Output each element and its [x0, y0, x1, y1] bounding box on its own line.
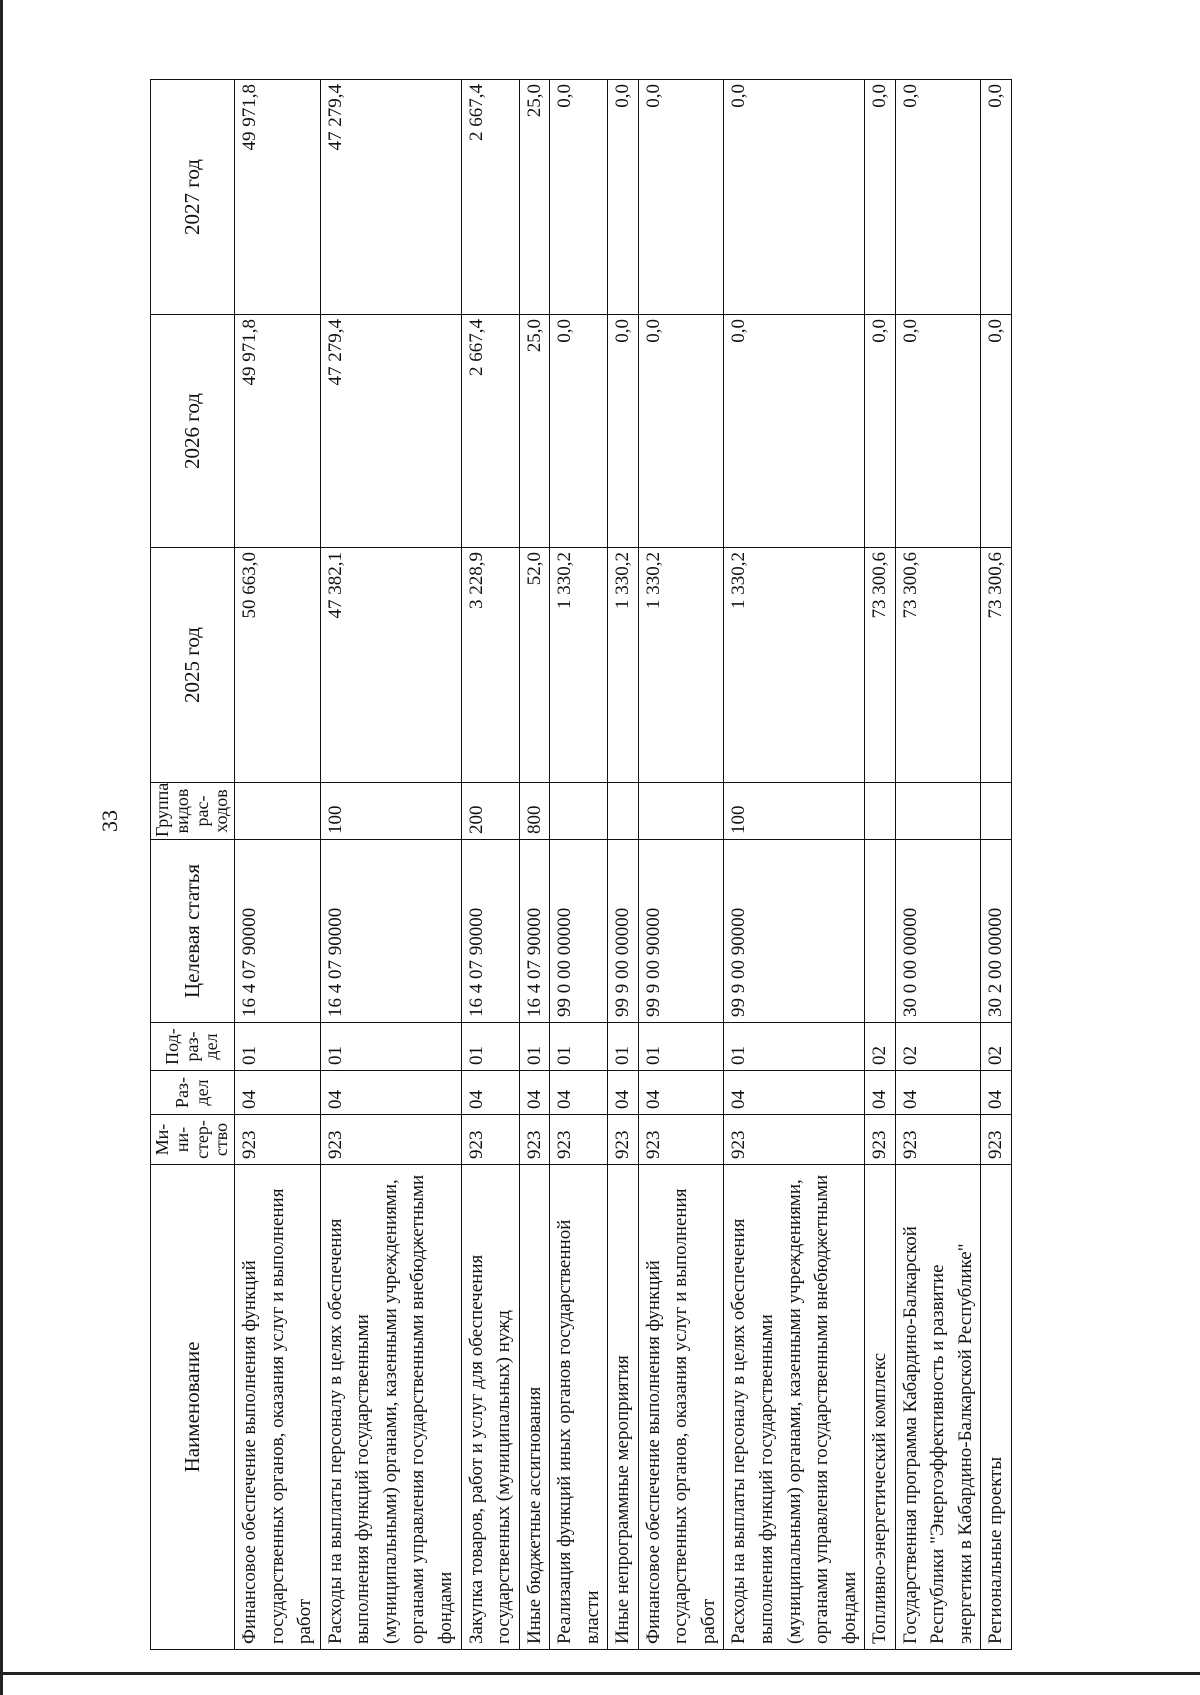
row-expense-group-cell	[638, 783, 724, 840]
row-2026-cell: 0,0	[550, 315, 608, 548]
row-ministry-cell: 923	[981, 1115, 1012, 1165]
row-2025-cell: 52,0	[519, 548, 550, 783]
header-ministry: Ми- ни- стер- ство	[151, 1115, 235, 1165]
row-subsection-cell: 02	[981, 1023, 1012, 1071]
row-name-cell: Государственная программа Кабардино-Балкарской Республики "Энергоэффективность и развитие энергетики в Кабардино-Балкарской Республике"	[895, 1165, 981, 1650]
row-2026-cell: 0,0	[638, 315, 724, 548]
header-target-article: Целевая статья	[151, 840, 235, 1023]
row-2026-cell: 47 279,4	[320, 315, 461, 548]
row-section-cell: 04	[320, 1071, 461, 1115]
row-target-article-cell: 16 4 07 90000	[519, 840, 550, 1023]
row-subsection-cell: 01	[638, 1023, 724, 1071]
row-target-article-cell: 99 9 00 00000	[608, 840, 639, 1023]
row-name-cell: Расходы на выплаты персоналу в целях обеспечения выполнения функций государственными (муниципальными) органами, казенными учреждениями, органами управления государственными внебюджетными фондами	[320, 1165, 461, 1650]
row-subsection-cell: 01	[550, 1023, 608, 1071]
table-row	[724, 80, 865, 1650]
row-2027-cell: 0,0	[608, 80, 639, 315]
row-2026-cell: 0,0	[724, 315, 865, 548]
row-2027-cell: 47 279,4	[320, 80, 461, 315]
row-target-article-cell: 16 4 07 90000	[461, 840, 519, 1023]
row-expense-group-cell: 100	[724, 783, 865, 840]
row-subsection-cell: 01	[461, 1023, 519, 1071]
row-expense-group-cell	[608, 783, 639, 840]
row-section-cell: 04	[550, 1071, 608, 1115]
row-2026-cell: 2 667,4	[461, 315, 519, 548]
row-2025-cell: 1 330,2	[608, 548, 639, 783]
row-ministry-cell: 923	[895, 1115, 981, 1165]
table-row	[235, 80, 321, 1650]
row-ministry-cell: 923	[865, 1115, 896, 1165]
row-subsection-cell: 02	[895, 1023, 981, 1071]
row-subsection-cell: 01	[724, 1023, 865, 1071]
row-section-cell: 04	[235, 1071, 321, 1115]
table-row	[608, 80, 639, 1650]
row-2026-cell: 0,0	[981, 315, 1012, 548]
row-subsection-cell: 01	[519, 1023, 550, 1071]
row-ministry-cell: 923	[724, 1115, 865, 1165]
table-row	[320, 80, 461, 1650]
row-expense-group-cell	[895, 783, 981, 840]
row-2026-cell: 25,0	[519, 315, 550, 548]
row-2027-cell: 49 971,8	[235, 80, 321, 315]
scan-edge-bottom	[0, 1672, 1200, 1675]
row-2025-cell: 1 330,2	[724, 548, 865, 783]
row-name-cell: Закупка товаров, работ и услуг для обеспечения государственных (муниципальных) нужд	[461, 1165, 519, 1650]
row-subsection-cell: 01	[320, 1023, 461, 1071]
row-2025-cell: 1 330,2	[638, 548, 724, 783]
row-target-article-cell: 16 4 07 90000	[235, 840, 321, 1023]
row-target-article-cell	[865, 840, 896, 1023]
row-section-cell: 04	[865, 1071, 896, 1115]
row-section-cell: 04	[638, 1071, 724, 1115]
table-header-row	[151, 80, 235, 1650]
header-year-2025: 2025 год	[151, 548, 235, 783]
row-2027-cell: 2 667,4	[461, 80, 519, 315]
row-target-article-cell: 99 0 00 00000	[550, 840, 608, 1023]
scan-edge-left	[0, 0, 3, 1695]
row-2025-cell: 1 330,2	[550, 548, 608, 783]
row-2025-cell: 73 300,6	[895, 548, 981, 783]
row-expense-group-cell: 100	[320, 783, 461, 840]
row-expense-group-cell	[981, 783, 1012, 840]
row-2027-cell: 0,0	[981, 80, 1012, 315]
table-row	[461, 80, 519, 1650]
row-expense-group-cell	[550, 783, 608, 840]
row-2027-cell: 25,0	[519, 80, 550, 315]
row-section-cell: 04	[895, 1071, 981, 1115]
table-row	[865, 80, 896, 1650]
header-expense-group: Группа видов рас- ходов	[151, 783, 235, 840]
row-expense-group-cell: 800	[519, 783, 550, 840]
row-section-cell: 04	[519, 1071, 550, 1115]
row-2025-cell: 3 228,9	[461, 548, 519, 783]
row-target-article-cell: 16 4 07 90000	[320, 840, 461, 1023]
rotated-page-wrapper	[150, 80, 1090, 1650]
row-ministry-cell: 923	[550, 1115, 608, 1165]
row-2025-cell: 73 300,6	[865, 548, 896, 783]
row-ministry-cell: 923	[519, 1115, 550, 1165]
row-2026-cell: 0,0	[895, 315, 981, 548]
table-row	[638, 80, 724, 1650]
row-ministry-cell: 923	[320, 1115, 461, 1165]
row-2027-cell: 0,0	[638, 80, 724, 315]
row-section-cell: 04	[981, 1071, 1012, 1115]
row-target-article-cell: 99 9 00 90000	[638, 840, 724, 1023]
table-row	[519, 80, 550, 1650]
row-name-cell: Финансовое обеспечение выполнения функций государственных органов, оказания услуг и выполнения работ	[235, 1165, 321, 1650]
row-2025-cell: 73 300,6	[981, 548, 1012, 783]
row-target-article-cell: 99 9 00 90000	[724, 840, 865, 1023]
row-name-cell: Расходы на выплаты персоналу в целях обеспечения выполнения функций государственными (муниципальными) органами, казенными учреждениями, органами управления государственными внебюджетными фондами	[724, 1165, 865, 1650]
row-name-cell: Иные бюджетные ассигнования	[519, 1165, 550, 1650]
header-section: Раз- дел	[151, 1071, 235, 1115]
row-section-cell: 04	[608, 1071, 639, 1115]
row-section-cell: 04	[724, 1071, 865, 1115]
row-name-cell: Финансовое обеспечение выполнения функций государственных органов, оказания услуг и выполнения работ	[638, 1165, 724, 1650]
row-name-cell: Топливно-энергетический комплекс	[865, 1165, 896, 1650]
row-2025-cell: 47 382,1	[320, 548, 461, 783]
row-target-article-cell: 30 2 00 00000	[981, 840, 1012, 1023]
row-subsection-cell: 01	[608, 1023, 639, 1071]
row-2026-cell: 0,0	[865, 315, 896, 548]
row-name-cell: Реализация функций иных органов государственной власти	[550, 1165, 608, 1650]
table-row	[981, 80, 1012, 1650]
row-2027-cell: 0,0	[895, 80, 981, 315]
row-section-cell: 04	[461, 1071, 519, 1115]
table-row	[550, 80, 608, 1650]
row-2027-cell: 0,0	[724, 80, 865, 315]
budget-table	[150, 79, 1012, 1650]
row-name-cell: Региональные проекты	[981, 1165, 1012, 1650]
row-name-cell: Иные непрограммные мероприятия	[608, 1165, 639, 1650]
table-row	[895, 80, 981, 1650]
row-2027-cell: 0,0	[550, 80, 608, 315]
row-expense-group-cell: 200	[461, 783, 519, 840]
page-number: 33	[97, 810, 122, 832]
row-2025-cell: 50 663,0	[235, 548, 321, 783]
row-expense-group-cell	[865, 783, 896, 840]
row-ministry-cell: 923	[235, 1115, 321, 1165]
rotated-table-container	[150, 80, 1090, 1650]
header-year-2026: 2026 год	[151, 315, 235, 548]
row-2027-cell: 0,0	[865, 80, 896, 315]
row-ministry-cell: 923	[638, 1115, 724, 1165]
row-expense-group-cell	[235, 783, 321, 840]
row-ministry-cell: 923	[608, 1115, 639, 1165]
row-ministry-cell: 923	[461, 1115, 519, 1165]
table-body	[235, 80, 1012, 1650]
header-subsection: Под- раз- дел	[151, 1023, 235, 1071]
row-subsection-cell: 02	[865, 1023, 896, 1071]
row-target-article-cell: 30 0 00 00000	[895, 840, 981, 1023]
row-2026-cell: 0,0	[608, 315, 639, 548]
header-year-2027: 2027 год	[151, 80, 235, 315]
row-subsection-cell: 01	[235, 1023, 321, 1071]
row-2026-cell: 49 971,8	[235, 315, 321, 548]
header-name: Наименование	[151, 1165, 235, 1650]
